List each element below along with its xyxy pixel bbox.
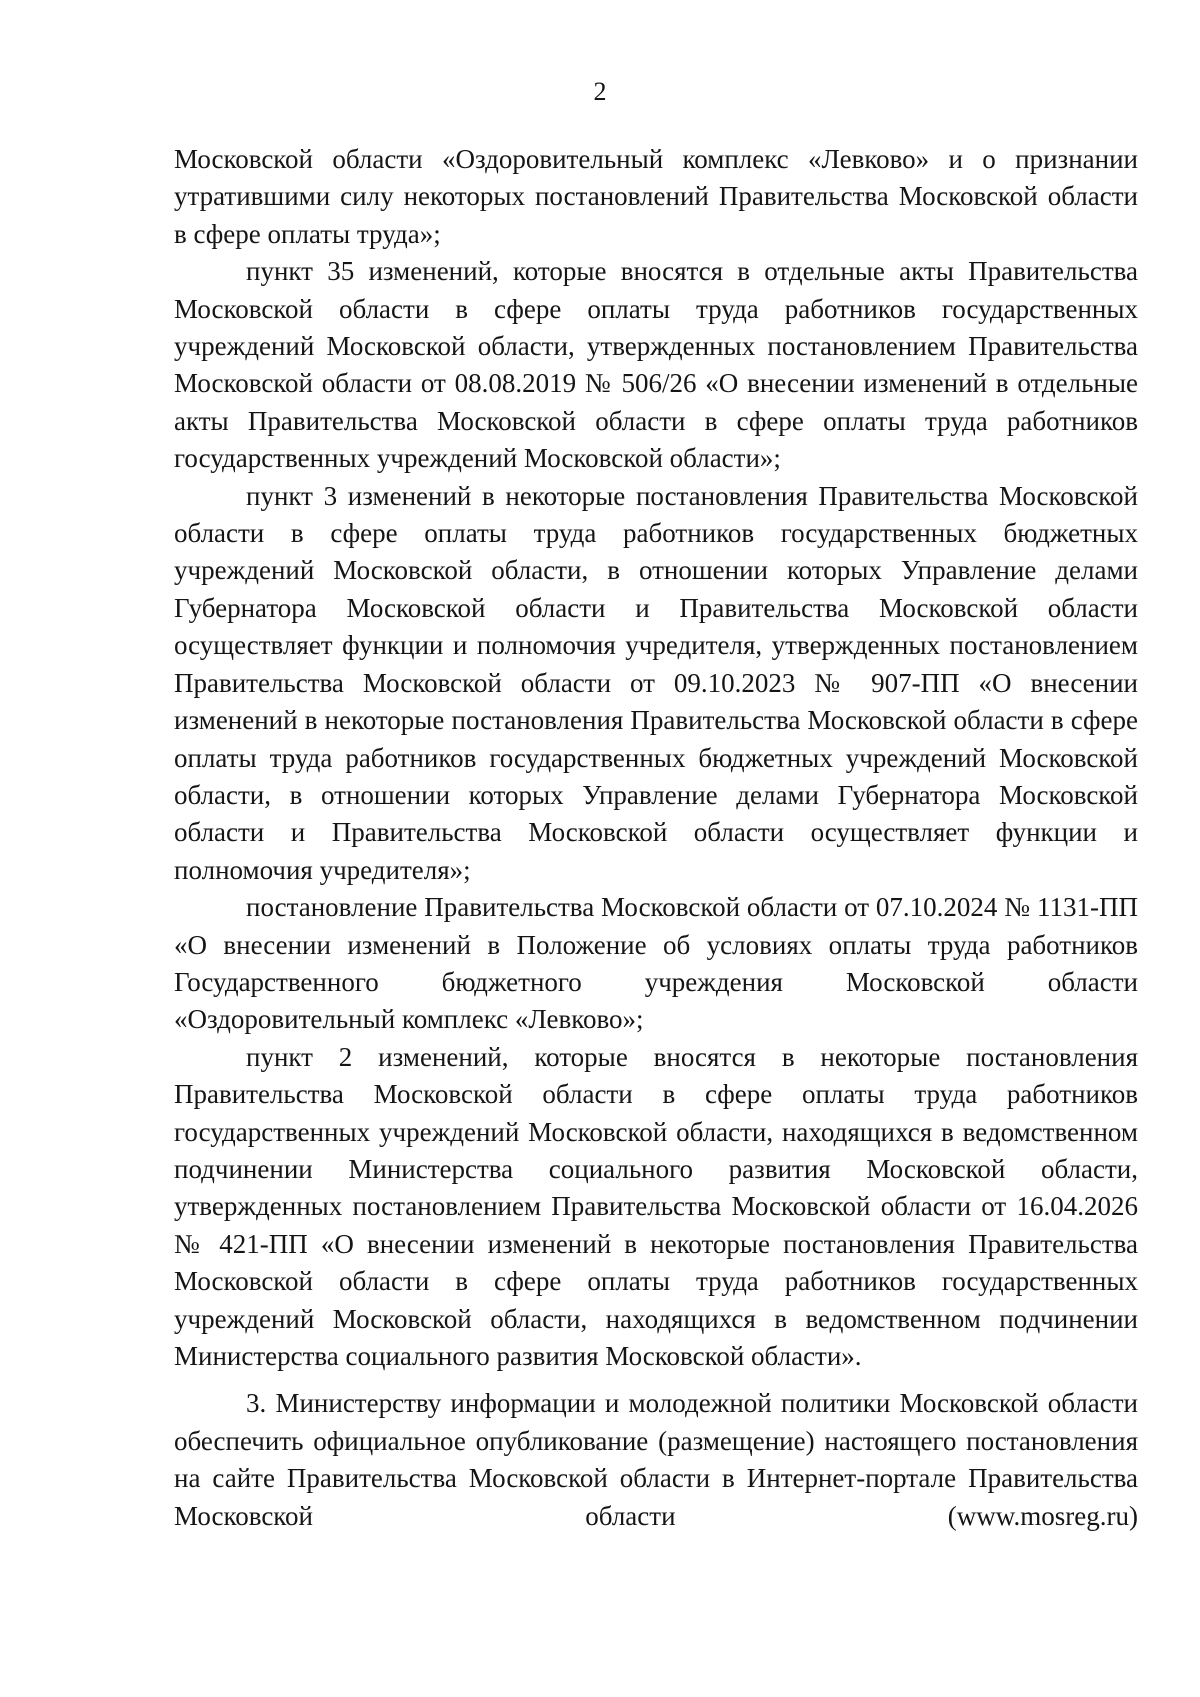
paragraph-item-3: пункт 3 изменений в некоторые постановления Правительства Московской области в сфере оплаты труда работников государственных бюджетных учреждений Московской области, в отношении которых Управление делами Губернатора Московской области и Правительства Московской области осуществляет функции и полномочия учредителя, утвержденных постановлением Правительства Московской области от 09.10.2023 № 907-ПП «О внесении изменений в некоторые постановления Правительства Московской области в сфере оплаты труда работников государственных бюджетных учреждений Московской области, в отношении которых Управление делами Губернатора Московской области и Правительства Московской области осуществляет функции и полномочия учредителя»;	[174, 480, 1138, 885]
paragraph-clause-3: 3. Министерству информации и молодежной политики Московской области обеспечить официальное опубликование (размещение) настоящего постановления на сайте Правительства Московской области в Интернет-портале Правительства Московской области (www.mosreg.ru)	[174, 1388, 1138, 1531]
paragraph-item-35: пункт 35 изменений, которые вносятся в отдельные акты Правительства Московской области в сфере оплаты труда работников государственных учреждений Московской области, утвержденных постановлением Правительства Московской области от 08.08.2019 № 506/26 «О внесении изменений в отдельные акты Правительства Московской области в сфере оплаты труда работников государственных учреждений Московской области»;	[174, 256, 1138, 474]
paragraph-continuation: Московской области «Оздоровительный комплекс «Левково» и о признании утратившими силу некоторых постановлений Правительства Московской области в сфере оплаты труда»;	[174, 144, 1138, 249]
page-number: 2	[593, 77, 607, 106]
paragraph-resolution-1131: постановление Правительства Московской области от 07.10.2024 № 1131-ПП «О внесении изменений в Положение об условиях оплаты труда работников Государственного бюджетного учреждения Московской области «Оздоровительный комплекс «Левково»;	[174, 892, 1138, 1035]
paragraph-item-2: пункт 2 изменений, которые вносятся в некоторые постановления Правительства Московской области в сфере оплаты труда работников государственных учреждений Московской области, находящихся в ведомственном подчинении Министерства социального развития Московской области, утвержденных постановлением Правительства Московской области от 16.04.2026 № 421-ПП «О внесении изменений в некоторые постановления Правительства Московской области в сфере оплаты труда работников государственных учреждений Московской области, находящихся в ведомственном подчинении Министерства социального развития Московской области».	[174, 1041, 1138, 1371]
document-body	[174, 141, 1138, 1535]
